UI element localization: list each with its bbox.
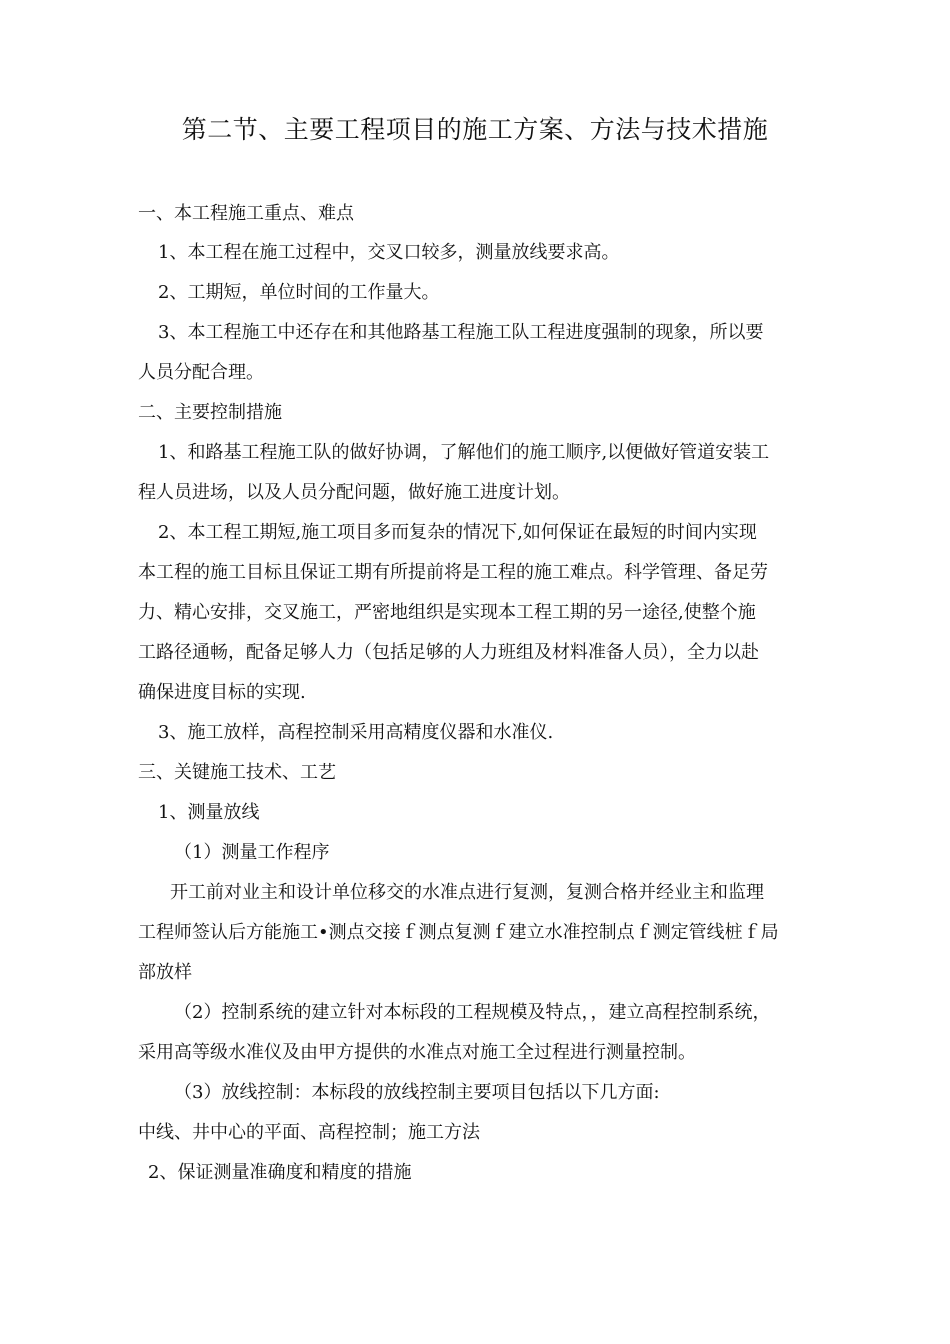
subheading: （1）测量工作程序: [174, 842, 330, 863]
paragraph-line: 工路径通畅，配备足够人力（包括足够的人力班组及材料准备人员），全力以赴: [138, 642, 759, 663]
paragraph-line: 人员分配合理。: [138, 362, 264, 383]
paragraph-line: 工程师签认后方能施工•测点交接ｆ测点复测ｆ建立水准控制点ｆ测定管线桩ｆ局: [138, 922, 779, 943]
paragraph-line: （3）放线控制：本标段的放线控制主要项目包括以下几方面:: [174, 1082, 660, 1103]
paragraph-line: 2、本工程工期短,施工项目多而复杂的情况下,如何保证在最短的时间内实现: [158, 522, 757, 543]
heading-1: 一、本工程施工重点、难点: [138, 203, 354, 224]
paragraph-line: 2、工期短，单位时间的工作量大。: [158, 282, 440, 303]
paragraph-line: 1、本工程在施工过程中，交叉口较多，测量放线要求高。: [158, 242, 620, 263]
subheading: 2、保证测量准确度和精度的措施: [148, 1162, 412, 1183]
paragraph-line: （2）控制系统的建立针对本标段的工程规模及特点，，建立高程控制系统，: [174, 1002, 771, 1023]
paragraph-line: 3、本工程施工中还存在和其他路基工程施工队工程进度强制的现象，所以要: [158, 322, 764, 343]
heading-2: 二、主要控制措施: [138, 402, 282, 423]
paragraph-line: 采用高等级水准仪及由甲方提供的水准点对施工全过程进行测量控制。: [138, 1042, 696, 1063]
subheading: 1、测量放线: [158, 802, 260, 823]
section-title: 第二节、主要工程项目的施工方案、方法与技术措施: [181, 115, 769, 144]
paragraph-line: 中线、井中心的平面、高程控制；施工方法: [138, 1122, 480, 1143]
document-body: [138, 0, 818, 1344]
paragraph-line: 部放样: [138, 962, 192, 983]
paragraph-line: 确保进度目标的实现.: [138, 682, 306, 703]
paragraph-line: 本工程的施工目标且保证工期有所提前将是工程的施工难点。科学管理、备足劳: [138, 562, 768, 583]
paragraph-line: 开工前对业主和设计单位移交的水准点进行复测，复测合格并经业主和监理: [170, 882, 764, 903]
paragraph-line: 力、精心安排，交叉施工，严密地组织是实现本工程工期的另一途径,使整个施: [138, 602, 756, 623]
paragraph-line: 程人员进场，以及人员分配问题，做好施工进度计划。: [138, 482, 570, 503]
heading-3: 三、关键施工技术、工艺: [138, 762, 336, 783]
paragraph-line: 1、和路基工程施工队的做好协调，了解他们的施工顺序,以便做好管道安装工: [158, 442, 770, 463]
paragraph-line: 3、施工放样，高程控制采用高精度仪器和水准仪.: [158, 722, 554, 743]
